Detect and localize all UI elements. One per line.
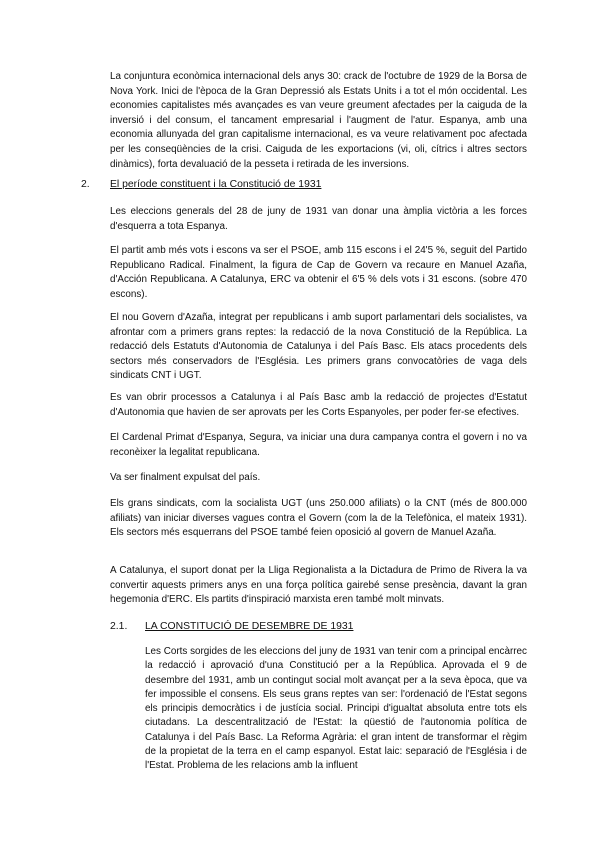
paragraph-psoe: El partit amb més vots i escons va ser el PSOE, amb 115 escons i el 24'5 %, seguit del Partido Republicano Radical. Finalment, la figura de Cap de Govern va recaure en Manuel Azaña, d'Acción Republicana. A Catalunya, ERC va obtenir el 6'5 % dels vots i 31 escons. (sobre 470 escons). [110, 245, 527, 300]
section-2-1-number: 2.1. [110, 621, 128, 632]
section-2-number: 2. [81, 179, 90, 190]
paragraph-statutes: Es van obrir processos a Catalunya i al País Basc amb la redacció de projectes d'Estatut d'Autonomia que havien de ser aprovats per les Corts Espanyoles, per poder fer-se efectives. [110, 392, 527, 418]
paragraph-cardinal: El Cardenal Primat d'Espanya, Segura, va iniciar una dura campanya contra el govern i no va reconèixer la legalitat republicana. [110, 432, 527, 458]
intro-paragraph: La conjuntura econòmica internacional dels anys 30: crack de l'octubre de 1929 de la Borsa de Nova York. Inici de l'època de la Gran Depressió als Estats Units i a tot el món occidental. Les economies capitalistes més avançades es van veure greument afectades per la caiguda de la inversió i del consum, el tancament empresarial i l'augment de l'atur. Espanya, amb una economia allunyada del gran capitalisme internacional, es va veure relativament poc afectada per les conseqüències de la crisi. Caiguda de les exportacions (vi, oli, cítrics i altres sectors dinàmics), forta devaluació de la pesseta i retirada de les inversions. [110, 71, 527, 170]
paragraph-azana-government: El nou Govern d'Azaña, integrat per republicans i amb suport parlamentari dels socialistes, va afrontar com a primers grans reptes: la redacció de la nova Constitució de la República. La redacció dels Estatuts d'Autonomia de Catalunya i del País Basc. Els atacs procedents dels sectors més conservadors de l'Església. Les primers grans convocatòries de vaga dels sindicats CNT i UGT. [110, 312, 527, 382]
paragraph-unions: Els grans sindicats, com la socialista UGT (uns 250.000 afiliats) o la CNT (més de 800.000 afiliats) van iniciar diverses vagues contra el Govern (com la de la Telefònica, el mateix 1931). Els sectors més esquerrans del PSOE també feien oposició al govern de Manuel Azaña. [110, 498, 527, 539]
section-2-title: El període constituent i la Constitució de 1931 [110, 179, 322, 190]
paragraph-elections: Les eleccions generals del 28 de juny de 1931 van donar una àmplia victòria a les forces d'esquerra a tota Espanya. [110, 206, 527, 232]
paragraph-constitution: Les Corts sorgides de les eleccions del juny de 1931 van tenir com a principal encàrrec la redacció i aprovació d'una Constitució per a la República. Aprovada el 9 de desembre del 1931, amb un contingut social molt avançat per a la seva època, que va fer impossible el consens. Els seus grans reptes van ser: l'ordenació de l'Estat segons els principis democràtics i de justícia social. Principi d'igualtat absoluta entre tots els ciutadans. La descentralització de l'Estat: la qüestió de l'autonomia política de Catalunya i del País Basc. La Reforma Agrària: el gran intent de transformar el règim de la propietat de la terra en el camp espanyol. Estat laic: separació de l'Església i de l'Estat. Problema de les relacions amb la influent [145, 646, 527, 772]
paragraph-expulsion: Va ser finalment expulsat del país. [110, 472, 261, 483]
paragraph-catalonia: A Catalunya, el suport donat per la Lliga Regionalista a la Dictadura de Primo de Rivera la va convertir aquests primers anys en una força política gairebé sense presència, davant la gran hegemonia d'ERC. Els partits d'inspiració marxista eren també molt minvats. [110, 565, 527, 606]
section-2-1-title: LA CONSTITUCIÓ DE DESEMBRE DE 1931 [145, 621, 354, 632]
